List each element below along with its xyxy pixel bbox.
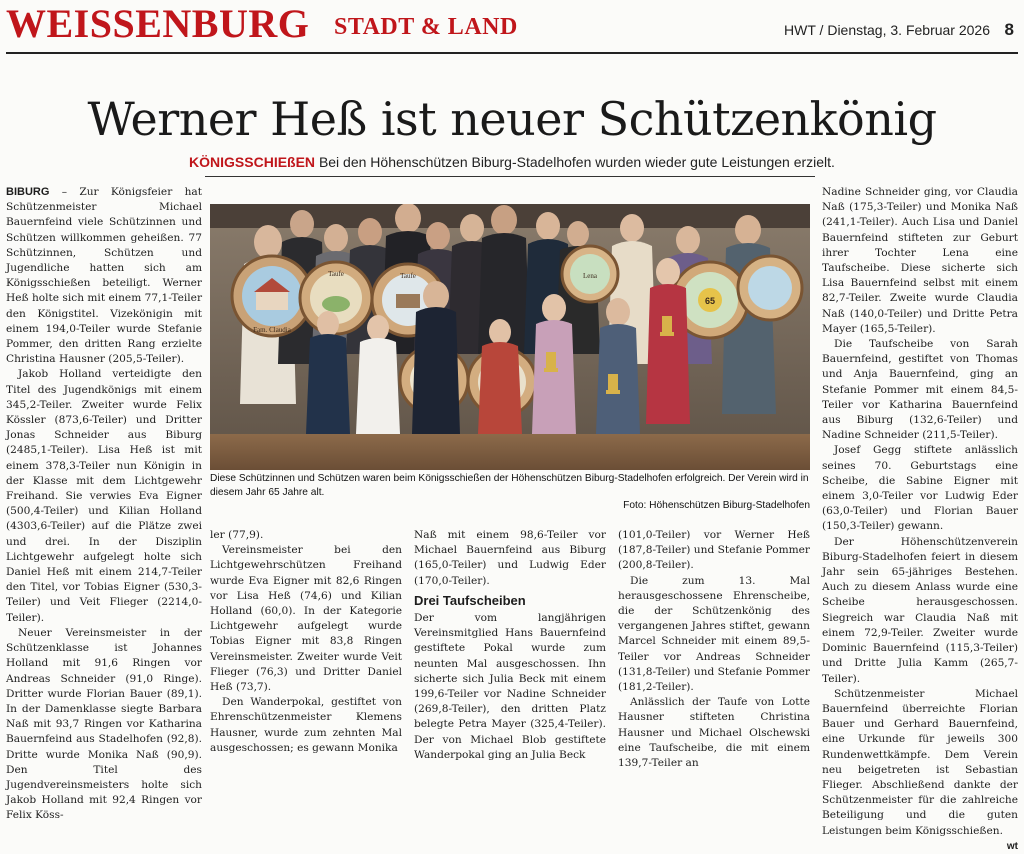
shooting-target-4 (562, 246, 618, 302)
target-label: Taufe (400, 272, 416, 280)
paragraph: Nadine Schneider ging, vor Claudia Naß (175,3-Teiler) und Monika Naß (241,1-Teiler). Auch Lisa und Daniel Bauernfeind stifteten zur Geburt ihrer Tochter Lena eine Taufscheibe. Diese sicherte sich Lisa Bauernfeind selbst mit einem 82,7-Teiler. Zweite wurde Claudia Naß (140,0-Teiler) und Dritte Petra Mayer (165,5-Teiler). (822, 186, 1018, 335)
paragraph: Die Taufscheibe von Sarah Bauernfeind, gestiftet von Thomas und Anja Bauernfeind, ging an Stefanie Pommer mit einem 84,5-Teiler vor Katharina Bauernfeind aus Biburg (132,6-Teiler) und Nadine Schneider (211,5-Teiler). (822, 338, 1018, 442)
paragraph: Vereinsmeister bei den Lichtgewehrschützen Freihand wurde Eva Eigner mit 82,6 Ringen vor Lisa Heß (74,6) und Kilian Holland (60,0). In der Kategorie Lichtgewehr aufgelegt wurde Tobias Eigner mit 83,8 Ringen Vereinsmeister. Zweiter wurde Veit Flieger (76,3) und Dritter Daniel Heß (73,7). (210, 544, 402, 694)
article-column-5 (822, 185, 1018, 854)
masthead (6, 0, 1018, 54)
article-kicker: KÖNIGSSCHIEßEN (189, 154, 316, 170)
shooting-target-8 (738, 256, 802, 320)
article-column-3 (414, 528, 606, 763)
paragraph: Naß mit einem 98,6-Teiler vor Michael Bauernfeind aus Biburg (165,0-Teiler) und Ludwig Eder (170,0-Teiler). (414, 529, 606, 587)
paragraph: Neuer Vereinsmeister in der Schützenklasse ist Johannes Holland mit 91,6 Ringen vor Andreas Schneider (91,0 Ringe). Dritter wurde Florian Bauer (89,1). In der Damenklasse siegte Barbara Naß mit 93,7 Ringen vor Katharina Bauernfeind aus Stadelhofen (92,8). Dritte wurde Monika Naß (90,9). Den Titel des Jugendvereinsmeisters holte sich Jakob Holland mit 92,4 Ringen vor Felix Köss- (6, 626, 202, 822)
paragraph: ler (77,9). (210, 529, 264, 541)
section-name: STADT & LAND (334, 14, 518, 40)
target-label: 65 (704, 296, 716, 306)
paragraph: Den Wanderpokal, gestiftet von Ehrenschützenmeister Klemens Hausner, wurde zum zehnten Mal ausgeschossen; es gewann Monika (210, 696, 402, 754)
group-photo-illustration (210, 204, 810, 470)
article-column-2 (210, 528, 402, 756)
author-signature: wt (1006, 840, 1018, 852)
page-number: 8 (1004, 20, 1014, 39)
target-label: Fam. Claudia (253, 326, 291, 334)
paragraph: BIBURG – Zur Königsfeier hat Schützenmeister Michael Bauernfeind viele Schützinnen und Schützen willkommen geheißen. 77 Schützinnen, Schützen und Jugendliche hatten sich am Königsschießen beteiligt. Werner Heß holte sich mit einem 77,1-Teiler den Königstitel. Vizekönigin mit einem 194,0-Teiler wurde Stefanie Pommer, den dritten Rang erzielte Christina Hausner (205,5-Teiler). (6, 186, 203, 366)
section-heading: Drei Taufscheiben (414, 592, 526, 608)
caption-text: Diese Schützinnen und Schützen waren beim Königsschießen der Höhenschützen Biburg-Stadelhofen erfolgreich. Der Verein wird in diesem Jahr 65 Jahre alt. (210, 473, 809, 498)
target-label: Lena (583, 272, 597, 280)
paragraph: Jakob Holland verteidigte den Titel des Jugendkönigs mit einem 345,2-Teiler. Zweiter wurde Felix Kössler (873,6-Teiler) und Dritter Jonas Schneider aus Biburg (2485,1-Teiler). Lisa Heß ist mit einem 378,3-Teiler nun Königin in der Klasse mit dem Lichtgewehr Freihand. Sie verwies Eva Eigner (500,4-Teiler) und Kilian Holland (4303,6-Teiler) auf die Plätze zwei und drei. In der Disziplin Lichtgewehr aufgelegt holte sich Daniel Heß mit einem 214,7-Teiler den Titel, vor Tobias Eigner (530,3-Teiler) und Veit Flieger (2214,0-Teiler). (6, 368, 202, 624)
article-subheadline (0, 154, 1024, 170)
article-column-1 (6, 185, 202, 824)
headline-divider (205, 176, 815, 177)
paragraph: Anlässlich der Taufe von Lotte Hausner stifteten Christina Hausner und Michael Olschewski eine Taufscheibe, die mit einem 139,7-Teiler an (618, 696, 810, 770)
issue-date: HWT / Dienstag, 3. Februar 2026 (784, 22, 990, 38)
target-label: Taufe (328, 270, 344, 278)
paragraph: Der Höhenschützenverein Biburg-Stadelhofen feiert in diesem Jahr sein 65-jähriges Bestehen. Auch zu diesem Anlass wurde eine Scheibe herausgeschossen. Siegreich war Claudia Naß mit einem 72,9-Teiler. Zweiter wurde Dominic Bauernfeind (115,3-Teiler) und Dritte Julia Kamm (265,7-Teiler). (822, 535, 1018, 685)
paragraph: Die zum 13. Mal herausgeschossene Ehrenscheibe, die der Schützenkönig des vergangenen Jahres stiftet, gewann Marcel Schneider mit einem 89,5-Teiler vor Andreas Schneider (131,8-Teiler) und Stefanie Pommer (181,2-Teiler). (618, 574, 810, 694)
paragraph: Der vom langjährigen Vereinsmitglied Hans Bauernfeind gestiftete Pokal wurde zum neunten Mal ausgeschossen. Ihn sicherte sich Julia Beck mit einem 199,6-Teiler vor Nadine Schneider (269,8-Teiler), den dritten Platz belegte Petra Mayer (325,4-Teiler). Der von Michael Blob gestiftete Wanderpokal ging an Julia Beck (414, 612, 606, 761)
paragraph: Josef Gegg stiftete anlässlich seines 70. Geburtstags eine Scheibe, die Sabine Eigner mit einem 3,0-Teiler vor Ludwig Eder (63,0-Teiler) und Florian Bauer (150,3-Teiler) gewann. (822, 444, 1018, 533)
subheadline-text: Bei den Höhenschützen Biburg-Stadelhofen wurden wieder gute Leistungen erzielt. (318, 154, 835, 170)
paragraph: Schützenmeister Michael Bauernfeind überreichte Florian Bauer und Gerhard Bauernfeind, eine Urkunde für jeweils 300 Rundenwettkämpfe. Dem Verein neu beigetreten ist Sebastian Flieger. Abschließend dankte der Schützenmeister für die zahlreiche Beteiligung und die guten Leistungen beim Königsschießen. (822, 687, 1018, 837)
photo-credit: Foto: Höhenschützen Biburg-Stadelhofen (623, 500, 810, 511)
photo-caption (210, 472, 810, 513)
paragraph: (101,0-Teiler) vor Werner Heß (187,8-Teiler) und Stefanie Pommer (200,8-Teiler). (618, 529, 810, 572)
article-column-4 (618, 528, 810, 771)
paper-name: WEISSENBURG (6, 1, 310, 46)
dateline-location: BIBURG (6, 186, 50, 198)
group-photo (210, 204, 810, 470)
article-headline: Werner Heß ist neuer Schützenkönig (87, 92, 937, 146)
